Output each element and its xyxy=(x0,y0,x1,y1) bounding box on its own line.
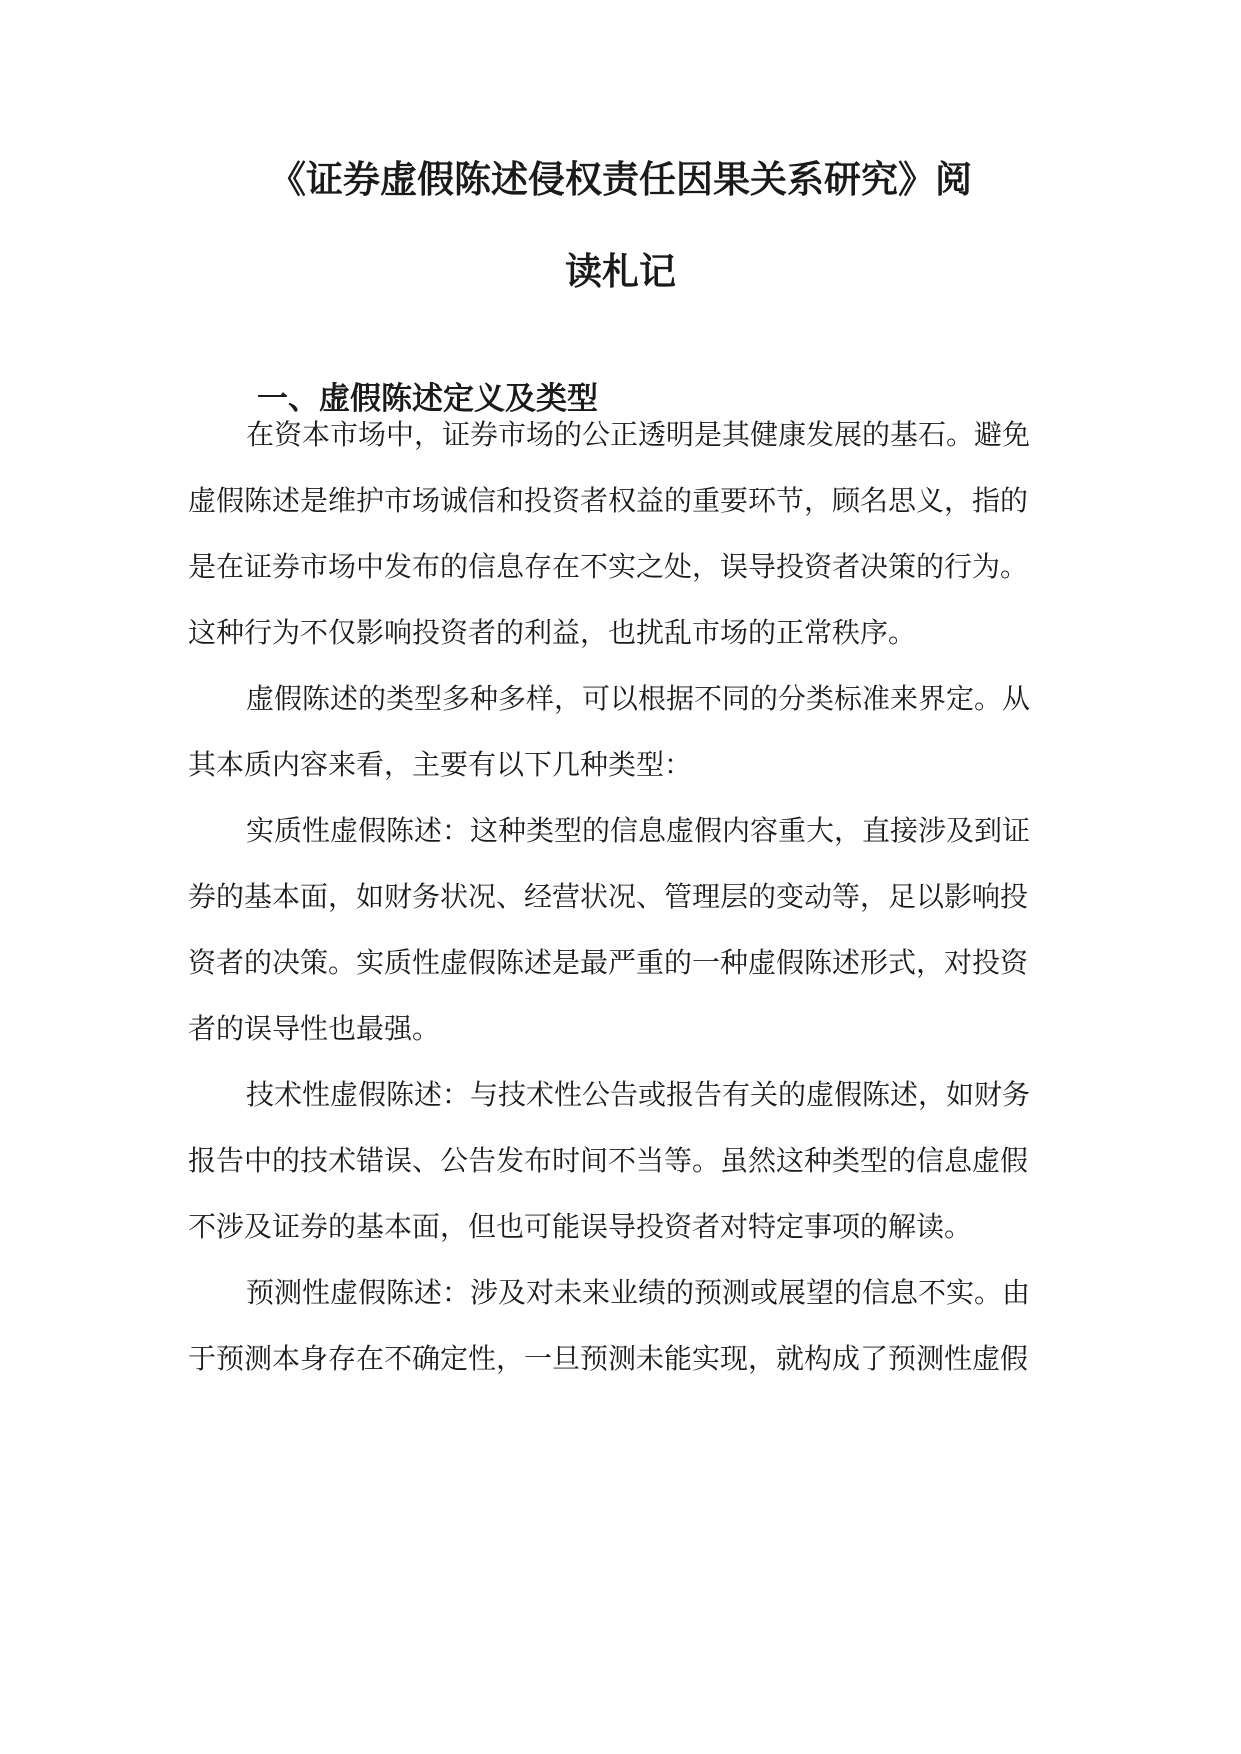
document-title-line-2: 读札记 xyxy=(565,250,676,293)
paragraph-line: 报告中的技术错误、公告发布时间不当等。虽然这种类型的信息虚假 xyxy=(188,1144,1029,1177)
paragraph-line: 在资本市场中，证券市场的公正透明是其健康发展的基石。避免 xyxy=(246,418,1031,451)
paragraph-line: 实质性虚假陈述：这种类型的信息虚假内容重大，直接涉及到证 xyxy=(246,814,1031,847)
paragraph-line: 资者的决策。实质性虚假陈述是最严重的一种虚假陈述形式，对投资 xyxy=(188,946,1029,979)
document-title-line-1: 《证券虚假陈述侵权责任因果关系研究》阅 xyxy=(269,158,972,201)
paragraph-line: 于预测本身存在不确定性，一旦预测未能实现，就构成了预测性虚假 xyxy=(188,1342,1029,1375)
paragraph-line: 技术性虚假陈述：与技术性公告或报告有关的虚假陈述，如财务 xyxy=(246,1078,1031,1111)
paragraph-line: 者的误导性也最强。 xyxy=(188,1012,441,1045)
paragraph-line: 不涉及证券的基本面，但也可能误导投资者对特定事项的解读。 xyxy=(188,1210,973,1243)
paragraph-line: 预测性虚假陈述：涉及对未来业绩的预测或展望的信息不实。由 xyxy=(246,1276,1031,1309)
paragraph-line: 这种行为不仅影响投资者的利益，也扰乱市场的正常秩序。 xyxy=(188,616,917,649)
paragraph-line: 券的基本面，如财务状况、经营状况、管理层的变动等，足以影响投 xyxy=(188,880,1029,913)
paragraph-line: 是在证券市场中发布的信息存在不实之处，误导投资者决策的行为。 xyxy=(188,550,1029,583)
paragraph-line: 其本质内容来看，主要有以下几种类型： xyxy=(188,748,693,781)
section-heading: 一、虚假陈述定义及类型 xyxy=(257,381,598,417)
paragraph-line: 虚假陈述是维护市场诚信和投资者权益的重要环节，顾名思义，指的 xyxy=(188,484,1029,517)
paragraph-line: 虚假陈述的类型多种多样，可以根据不同的分类标准来界定。从 xyxy=(246,682,1031,715)
